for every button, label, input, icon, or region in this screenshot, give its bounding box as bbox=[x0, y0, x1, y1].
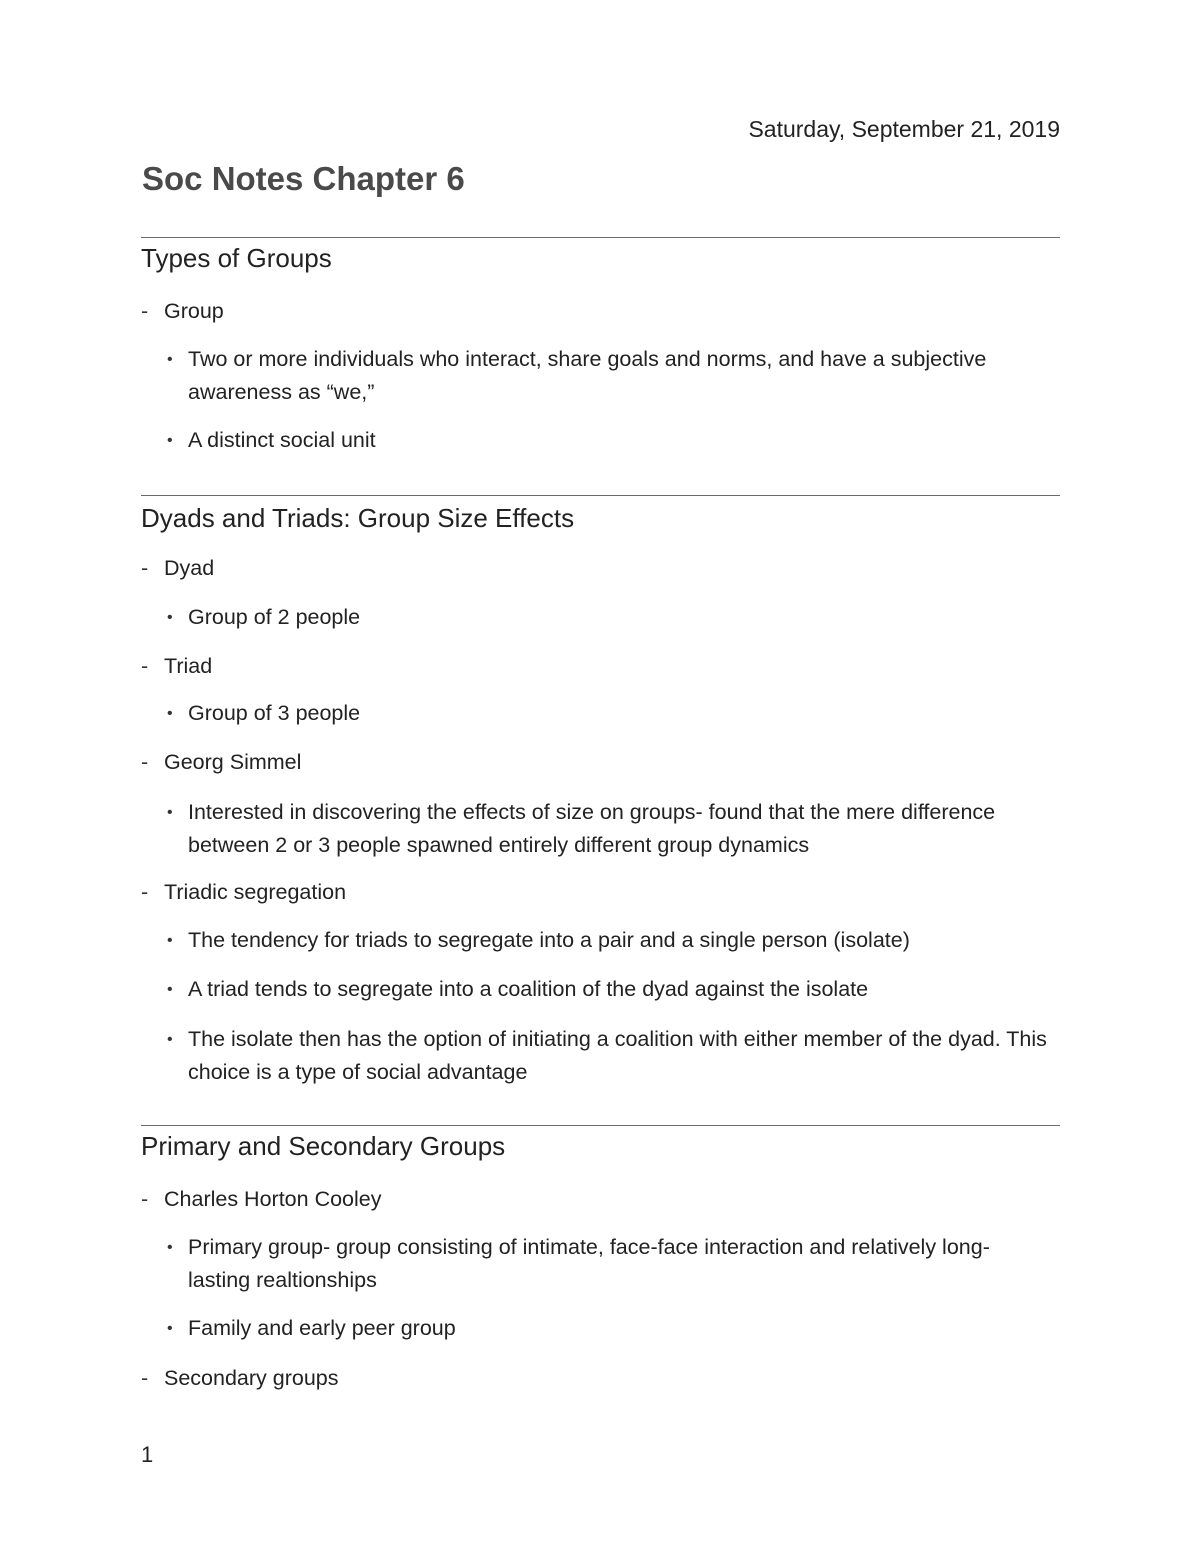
list-item-text: Secondary groups bbox=[164, 1366, 339, 1390]
section-heading-dyads-and-triads: Dyads and Triads: Group Size Effects bbox=[141, 503, 575, 533]
list-item-text: Charles Horton Cooley bbox=[164, 1187, 382, 1211]
list-item-text: Family and early peer group bbox=[188, 1316, 456, 1340]
list-item-text: Dyad bbox=[164, 556, 215, 580]
list-item-text: Triad bbox=[164, 654, 213, 678]
list-item-text: A triad tends to segregate into a coalition of the dyad against the isolate bbox=[188, 977, 869, 1001]
note-date: Saturday, September 21, 2019 bbox=[748, 116, 1060, 142]
list-item-bullet bbox=[167, 424, 1048, 457]
dash-marker: - bbox=[141, 556, 149, 580]
list-item-dash bbox=[141, 552, 215, 585]
list-item-dash bbox=[141, 1362, 339, 1395]
bullet-marker: • bbox=[167, 705, 173, 722]
list-item-bullet bbox=[167, 1023, 1048, 1089]
bullet-marker: • bbox=[167, 432, 173, 449]
list-item-dash bbox=[141, 1183, 382, 1216]
list-item-bullet bbox=[167, 796, 1048, 862]
note-title: Soc Notes Chapter 6 bbox=[142, 160, 465, 197]
list-item-bullet bbox=[167, 601, 1048, 634]
page-number: 1 bbox=[141, 1442, 154, 1467]
list-item-text: Interested in discovering the effects of size on groups- found that the mere difference between 2 or 3 people spawned entirely different group dynamics bbox=[188, 800, 996, 857]
list-item-bullet bbox=[167, 1231, 1048, 1297]
bullet-marker: • bbox=[167, 1239, 173, 1256]
list-item-text: The tendency for triads to segregate into a pair and a single person (isolate) bbox=[188, 928, 910, 952]
dash-marker: - bbox=[141, 750, 149, 774]
list-item-text: A distinct social unit bbox=[188, 428, 376, 452]
list-item-bullet bbox=[167, 697, 1048, 730]
bullet-marker: • bbox=[167, 804, 173, 821]
bullet-marker: • bbox=[167, 932, 173, 949]
bullet-marker: • bbox=[167, 351, 173, 368]
dash-marker: - bbox=[141, 654, 149, 678]
dash-marker: - bbox=[141, 299, 149, 323]
list-item-text: Two or more individuals who interact, share goals and norms, and have a subjective awareness as “we,” bbox=[188, 347, 987, 404]
list-item-bullet bbox=[167, 973, 1048, 1006]
list-item-bullet bbox=[167, 924, 1048, 957]
section-divider bbox=[141, 495, 1060, 496]
list-item-text: The isolate then has the option of initiating a coalition with either member of the dyad. This choice is a type of social advantage bbox=[188, 1027, 1047, 1084]
bullet-marker: • bbox=[167, 1320, 173, 1337]
list-item-dash bbox=[141, 650, 213, 683]
dash-marker: - bbox=[141, 1366, 149, 1390]
list-item-text: Group bbox=[164, 299, 224, 323]
list-item-text: Group of 2 people bbox=[188, 605, 361, 629]
list-item-text: Primary group- group consisting of intimate, face-face interaction and relatively long-lasting realtionships bbox=[188, 1235, 990, 1292]
section-heading-types-of-groups: Types of Groups bbox=[141, 243, 332, 273]
list-item-bullet bbox=[167, 343, 1048, 409]
list-item-text: Triadic segregation bbox=[164, 880, 347, 904]
list-item-dash bbox=[141, 876, 347, 909]
list-item-text: Group of 3 people bbox=[188, 701, 361, 725]
section-divider bbox=[141, 237, 1060, 238]
bullet-marker: • bbox=[167, 1031, 173, 1048]
list-item-bullet bbox=[167, 1312, 1048, 1345]
dash-marker: - bbox=[141, 1187, 149, 1211]
bullet-marker: • bbox=[167, 609, 173, 626]
list-item-text: Georg Simmel bbox=[164, 750, 302, 774]
list-item-dash bbox=[141, 295, 224, 328]
section-heading-primary-and-secondary-groups: Primary and Secondary Groups bbox=[141, 1131, 506, 1161]
list-item-dash bbox=[141, 746, 302, 779]
bullet-marker: • bbox=[167, 981, 173, 998]
section-divider bbox=[141, 1125, 1060, 1126]
dash-marker: - bbox=[141, 880, 149, 904]
